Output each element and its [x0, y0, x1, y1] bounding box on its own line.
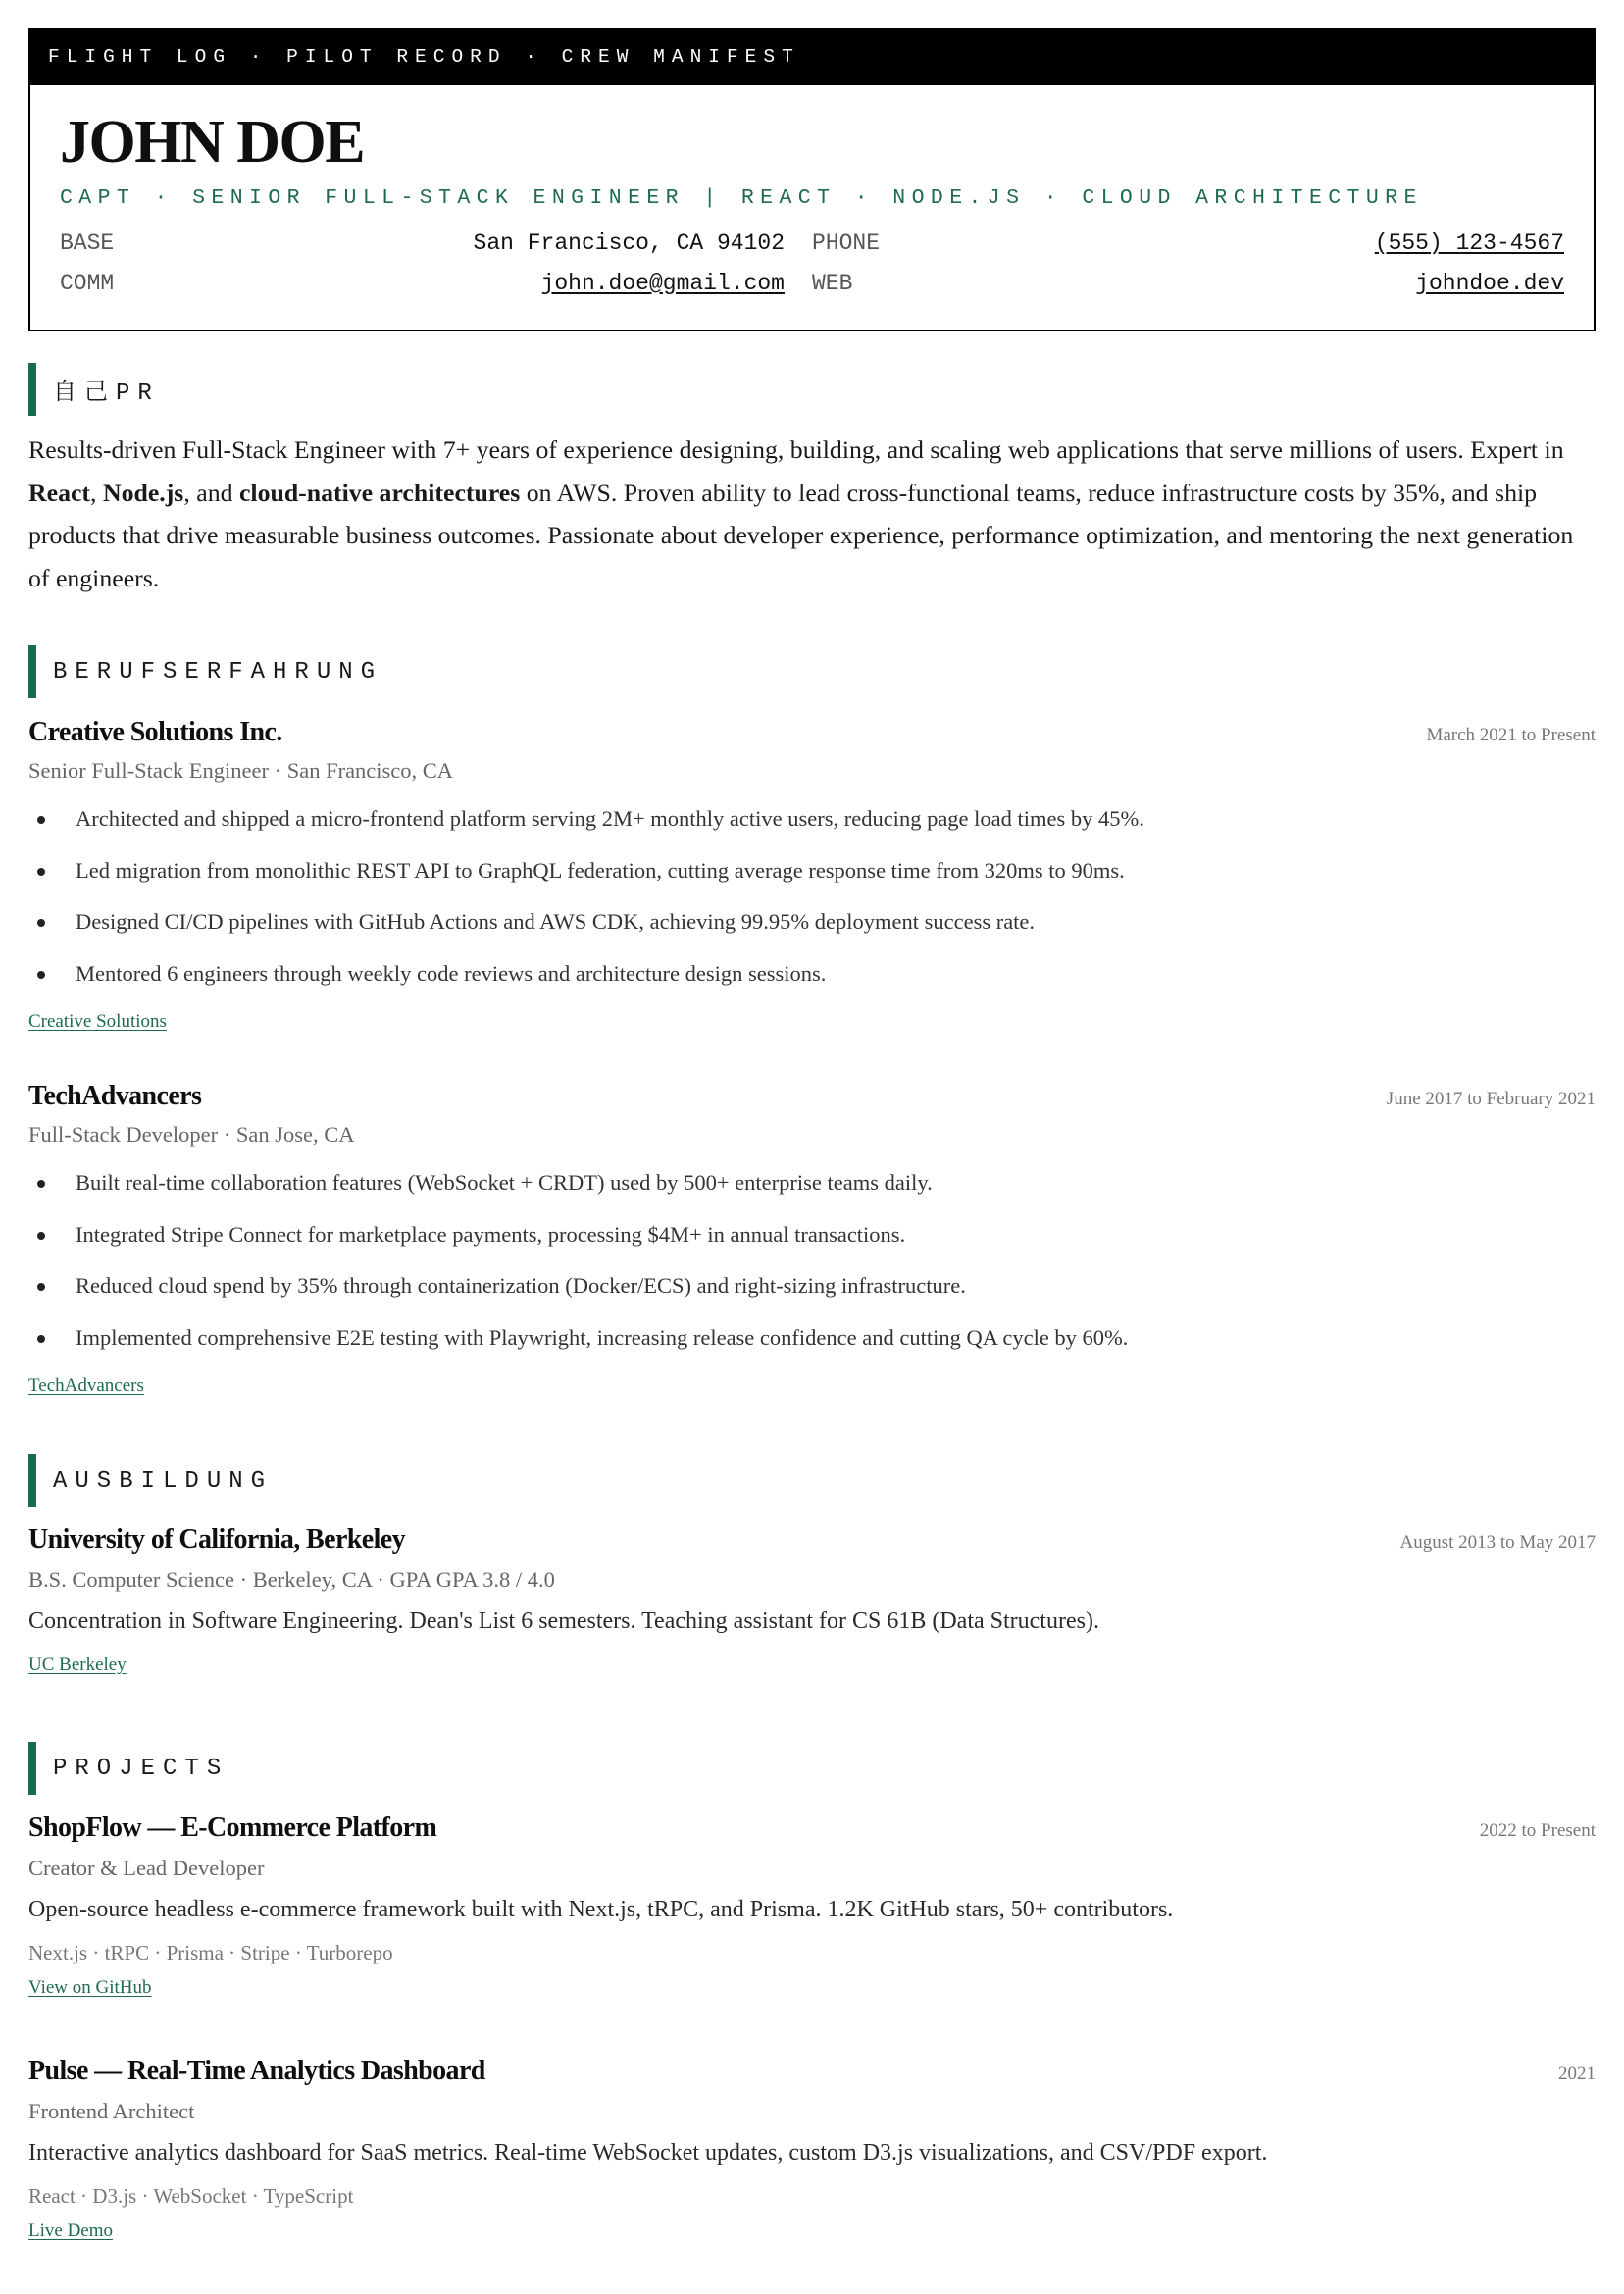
job-dates: June 2017 to February 2021	[1386, 1089, 1596, 1109]
header-box	[28, 85, 1596, 331]
list-item: Architected and shipped a micro-frontend platform serving 2M+ monthly active users, reducing page load times by 45%.	[28, 793, 1596, 845]
candidate-name: JOHN DOE	[60, 109, 365, 176]
education-description: Concentration in Software Engineering. Dean's List 6 semesters. Teaching assistant for CS 61B (Data Structures).	[28, 1608, 1099, 1634]
demo-link[interactable]: Live Demo	[28, 2220, 114, 2241]
list-item: Led migration from monolithic REST API to GraphQL federation, cutting average response time from 320ms to 90ms.	[28, 845, 1596, 897]
github-link[interactable]: View on GitHub	[28, 1977, 152, 1998]
list-item: Integrated Stripe Connect for marketplace payments, processing $4M+ in annual transactions.	[28, 1209, 1596, 1261]
summary-text	[28, 429, 1596, 599]
job-company: Creative Solutions Inc.	[28, 717, 282, 747]
header-topbar: FLIGHT LOG · PILOT RECORD · CREW MANIFEST	[28, 28, 1596, 85]
project-header	[28, 2056, 1596, 2087]
summary-span: on AWS. Proven ability to lead cross-functional teams, reduce infrastructure costs by 35%, and ship products that drive measurable business outcomes. Passionate about developer experience, performance optimization, and mentoring the next generation of engineers.	[28, 478, 1574, 592]
contact-label: BASE	[60, 229, 115, 256]
project-description: Interactive analytics dashboard for SaaS metrics. Real-time WebSocket updates, custom D3.js visualizations, and CSV/PDF export.	[28, 2140, 1268, 2166]
project-name: Pulse — Real-Time Analytics Dashboard	[28, 2056, 485, 2086]
summary-bold: Node.js	[102, 478, 184, 507]
contact-label: PHONE	[812, 229, 881, 256]
project-dates: 2022 to Present	[1479, 1820, 1596, 1841]
education-entry	[28, 1524, 1596, 1676]
contact-row	[60, 223, 1564, 263]
project-dates: 2021	[1558, 2064, 1596, 2084]
job-dates: March 2021 to Present	[1426, 725, 1596, 745]
section-accent-bar	[28, 363, 36, 416]
contact-comm	[60, 271, 812, 296]
job-header	[28, 717, 1596, 748]
section-heading-experience	[28, 645, 382, 698]
contact-label: COMM	[60, 270, 115, 296]
website-link[interactable]: johndoe.dev	[1415, 270, 1564, 296]
job-header	[28, 1081, 1596, 1112]
project-entry	[28, 2056, 1596, 2242]
project-tags: React · D3.js · WebSocket · TypeScript	[28, 2184, 354, 2208]
phone-link[interactable]: (555) 123-4567	[1374, 229, 1564, 256]
section-title: AUSBILDUNG	[53, 1467, 274, 1495]
section-title: BERUFSERFAHRUNG	[53, 658, 383, 686]
summary-span: , and	[183, 478, 239, 507]
company-link[interactable]: TechAdvancers	[28, 1375, 144, 1396]
contact-grid	[60, 223, 1564, 303]
summary-span: ,	[90, 478, 103, 507]
contact-phone	[812, 230, 1564, 256]
summary-bold: cloud-native architectures	[238, 478, 521, 507]
contact-value: San Francisco, CA 94102	[473, 229, 785, 256]
list-item: Reduced cloud spend by 35% through containerization (Docker/ECS) and right-sizing infrastructure.	[28, 1260, 1596, 1312]
section-accent-bar	[28, 1742, 36, 1795]
section-accent-bar	[28, 1454, 36, 1507]
list-item: Mentored 6 engineers through weekly code reviews and architecture design sessions.	[28, 948, 1596, 1000]
school-link[interactable]: UC Berkeley	[28, 1655, 127, 1675]
job-entry	[28, 717, 1596, 1033]
project-entry	[28, 1812, 1596, 1999]
job-bullets	[28, 1157, 1596, 1363]
project-description: Open-source headless e-commerce framework built with Next.js, tRPC, and Prisma. 1.2K GitHub stars, 50+ contributors.	[28, 1897, 1174, 1922]
education-header	[28, 1524, 1596, 1555]
project-role: Creator & Lead Developer	[28, 1856, 265, 1880]
section-heading-projects	[28, 1742, 228, 1795]
section-title: PROJECTS	[53, 1755, 229, 1782]
contact-base	[60, 230, 812, 256]
job-entry	[28, 1081, 1596, 1397]
list-item: Designed CI/CD pipelines with GitHub Actions and AWS CDK, achieving 99.95% deployment success rate.	[28, 896, 1596, 948]
company-link[interactable]: Creative Solutions	[28, 1011, 167, 1032]
resume-page	[28, 28, 1596, 2241]
project-header	[28, 1812, 1596, 1844]
job-bullets	[28, 793, 1596, 999]
job-role: Senior Full-Stack Engineer · San Francisco, CA	[28, 758, 454, 783]
contact-row	[60, 263, 1564, 303]
project-role: Frontend Architect	[28, 2099, 195, 2123]
contact-label: WEB	[812, 270, 853, 296]
degree: B.S. Computer Science · Berkeley, CA · GPA GPA 3.8 / 4.0	[28, 1567, 555, 1592]
education-dates: August 2013 to May 2017	[1399, 1532, 1596, 1553]
section-heading-summary	[28, 363, 160, 416]
summary-bold: React	[28, 478, 91, 507]
project-tags: Next.js · tRPC · Prisma · Stripe · Turborepo	[28, 1941, 393, 1964]
job-company: TechAdvancers	[28, 1081, 202, 1111]
contact-web	[812, 271, 1564, 296]
school-name: University of California, Berkeley	[28, 1524, 405, 1555]
summary-span: Results-driven Full-Stack Engineer with 7+ years of experience designing, building, and scaling web applications that serve millions of users. Expert in	[28, 435, 1564, 464]
section-accent-bar	[28, 645, 36, 698]
list-item: Implemented comprehensive E2E testing with Playwright, increasing release confidence and cutting QA cycle by 60%.	[28, 1312, 1596, 1364]
section-heading-education	[28, 1454, 273, 1507]
job-role: Full-Stack Developer · San Jose, CA	[28, 1122, 355, 1147]
email-link[interactable]: john.doe@gmail.com	[540, 270, 785, 296]
list-item: Built real-time collaboration features (WebSocket + CRDT) used by 500+ enterprise teams daily.	[28, 1157, 1596, 1209]
candidate-tagline: CAPT · SENIOR FULL-STACK ENGINEER | REACT · NODE.JS · CLOUD ARCHITECTURE	[60, 186, 1423, 210]
project-name: ShopFlow — E-Commerce Platform	[28, 1812, 437, 1843]
section-title: 自己PR	[53, 381, 160, 407]
